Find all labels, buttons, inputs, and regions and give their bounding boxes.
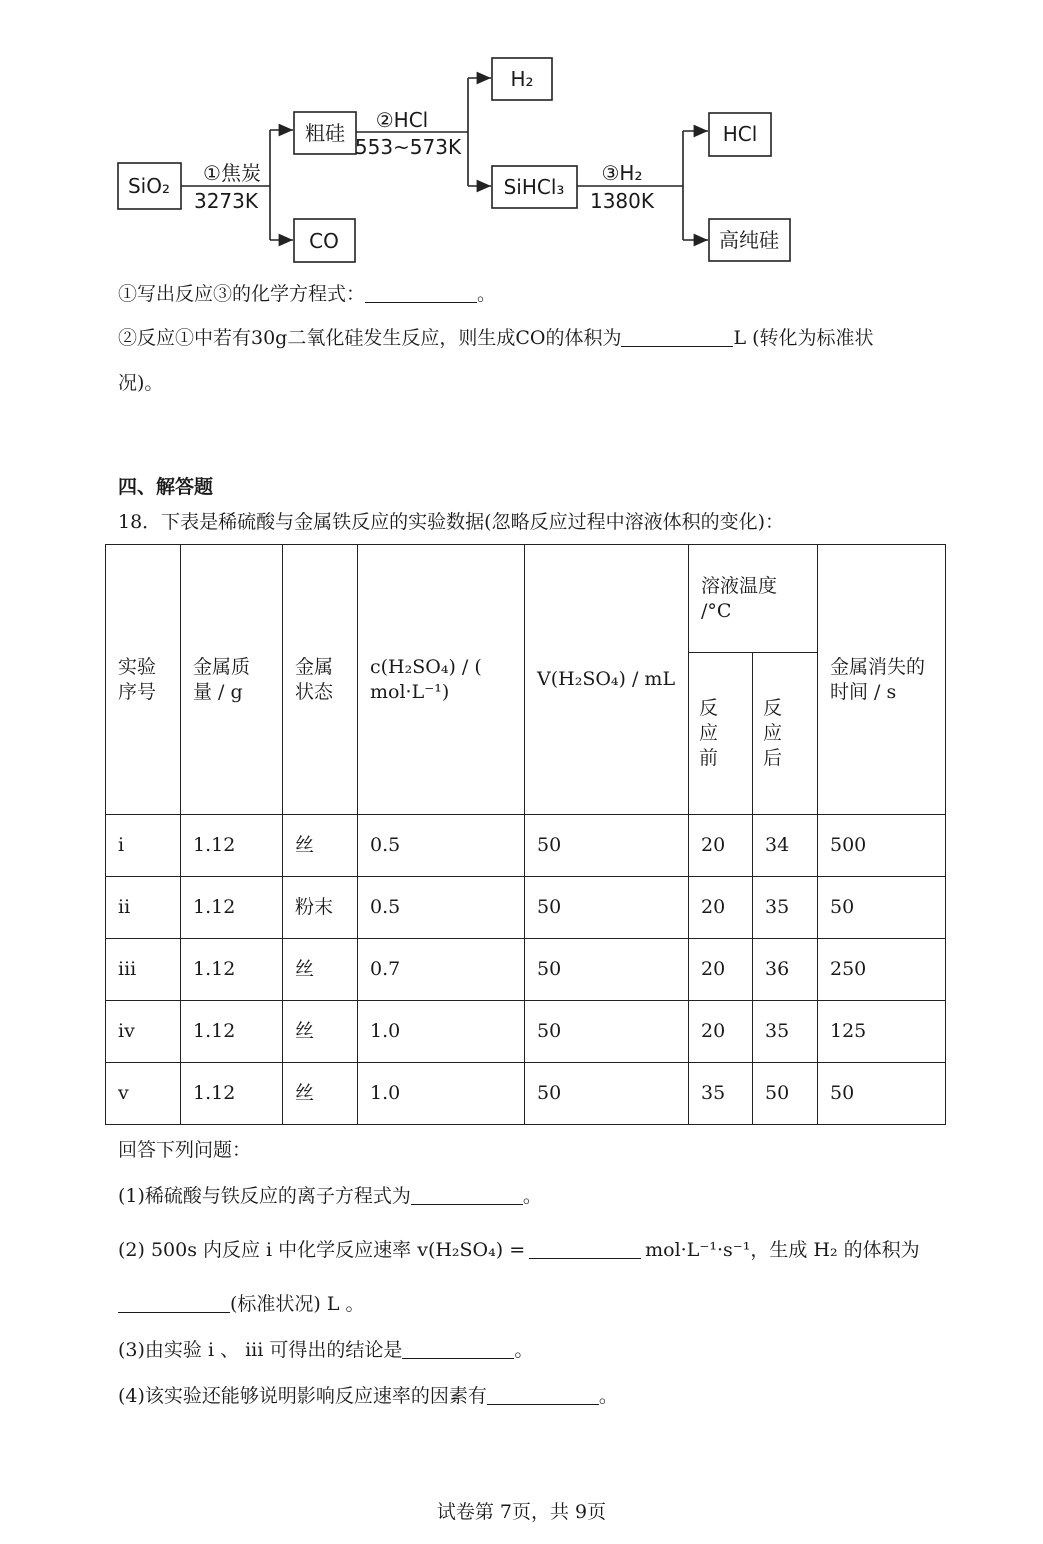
cell-state: 丝 [283,815,358,877]
header-concentration [358,545,525,815]
cell-no: v [106,1063,181,1125]
answer-blank-3[interactable] [402,1340,514,1359]
h2-label: H₂ [510,67,534,91]
cell-vol: 50 [525,1063,689,1125]
sub-question-2-tail: L (转化为标准状 [733,327,874,349]
header-mass [181,545,283,815]
header-exp-no [106,545,181,815]
cell-mass: 1.12 [181,1063,283,1125]
answer-4 [118,1384,618,1409]
cell-conc: 1.0 [358,1063,525,1125]
cell-t-after: 35 [753,877,818,939]
table-row [106,1001,946,1063]
header-time-line1: 金属消失的 [830,655,926,678]
cell-t-before: 20 [689,815,753,877]
step2-temp: 553~573K [354,135,462,159]
cell-t-before: 20 [689,1001,753,1063]
cell-t-after: 36 [753,939,818,1001]
co-label: CO [309,229,339,253]
step3-label: ③H₂ [601,161,643,185]
cell-no: ii [106,877,181,939]
cell-t-before: 20 [689,877,753,939]
sub-question-1 [118,282,496,307]
header-before-char1: 反 [699,697,719,720]
sub-question-2 [118,326,874,351]
cell-state: 粉末 [283,877,358,939]
cell-mass: 1.12 [181,815,283,877]
answer-4-text: (4)该实验还能够说明影响反应速率的因素有 [118,1385,487,1407]
section-title: 四、解答题 [118,476,214,498]
cell-time: 50 [818,877,946,939]
header-state-line1: 金属 [295,655,334,678]
header-exp-no-line1: 实验 [118,655,157,678]
cell-mass: 1.12 [181,877,283,939]
answer-2-unit: mol·L⁻¹·s⁻¹，生成 H₂ 的体积为 [645,1239,920,1261]
cell-mass: 1.12 [181,1001,283,1063]
answer-2-text: (2) 500s 内反应 i 中化学反应速率 v(H₂SO₄) = [118,1239,526,1261]
cell-t-before: 35 [689,1063,753,1125]
table-row [106,1063,946,1125]
header-state-line2: 状态 [295,680,334,703]
header-after-char2: 应 [763,722,783,745]
header-mass-line2: 量 / g [193,680,243,703]
cell-state: 丝 [283,939,358,1001]
table-row [106,877,946,939]
answer-1 [118,1184,542,1209]
cell-conc: 0.5 [358,877,525,939]
answer-2-line2-text: (标准状况) L 。 [230,1293,365,1315]
header-conc-line1: c(H₂SO₄) / ( [370,655,482,678]
header-exp-no-line2: 序号 [118,680,157,703]
header-temp-before [689,653,753,815]
cell-t-after: 35 [753,1001,818,1063]
answer-blank-1[interactable] [411,1186,523,1205]
header-after-char3: 后 [763,746,783,769]
answer-2 [118,1238,920,1263]
answer-blank-4[interactable] [487,1386,599,1405]
step1-label: ①焦炭 [203,161,261,185]
cell-conc: 0.5 [358,815,525,877]
step2-label: ②HCl [375,108,429,132]
cell-time: 50 [818,1063,946,1125]
cell-vol: 50 [525,939,689,1001]
cell-vol: 50 [525,1001,689,1063]
cell-vol: 50 [525,877,689,939]
step3-temp: 1380K [589,189,655,213]
answer-4-end: 。 [598,1385,618,1407]
cell-t-after: 50 [753,1063,818,1125]
answer-blank-q1[interactable] [365,284,477,303]
cell-no: iv [106,1001,181,1063]
cell-t-before: 20 [689,939,753,1001]
table-row [106,939,946,1001]
cell-mass: 1.12 [181,939,283,1001]
cell-state: 丝 [283,1001,358,1063]
header-mass-line1: 金属质 [193,655,251,678]
sub-question-2-line2: 况)。 [118,372,164,394]
pure-si-label: 高纯硅 [719,228,779,252]
answer-1-text: (1)稀硫酸与铁反应的离子方程式为 [118,1185,411,1207]
answers-intro: 回答下列问题： [118,1139,252,1161]
header-temp-line2: /°C [701,599,732,622]
page-footer: 试卷第 7页，共 9页 [436,1501,607,1523]
question-18-intro: 18．下表是稀硫酸与金属铁反应的实验数据(忽略反应过程中溶液体积的变化)： [118,511,785,533]
crude-si-label: 粗硅 [305,121,345,145]
cell-conc: 1.0 [358,1001,525,1063]
hcl-label: HCl [722,122,758,146]
answer-3 [118,1338,533,1363]
header-time-line2: 时间 / s [830,680,897,703]
header-time [818,545,946,815]
header-temp-after [753,653,818,815]
header-temperature [689,545,818,653]
answer-1-end: 。 [522,1185,542,1207]
experiment-table [105,544,946,1125]
table-row [106,815,946,877]
header-after-char1: 反 [763,697,783,720]
cell-time: 250 [818,939,946,1001]
answer-2-line2 [118,1292,365,1317]
header-before-char2: 应 [699,722,719,745]
cell-t-after: 34 [753,815,818,877]
sub-question-1-end: 。 [477,283,497,305]
answer-3-end: 。 [514,1339,534,1361]
sub-question-2-text: ②反应①中若有30g二氧化硅发生反应，则生成CO的体积为 [118,327,622,349]
cell-no: iii [106,939,181,1001]
sihcl3-label: SiHCl₃ [503,175,565,199]
step1-temp: 3273K [193,189,259,213]
answer-blank-2a[interactable] [529,1240,641,1259]
cell-time: 500 [818,815,946,877]
answer-blank-q2[interactable] [621,328,733,347]
cell-no: i [106,815,181,877]
answer-3-text: (3)由实验 i 、 iii 可得出的结论是 [118,1339,403,1361]
reaction-flowchart [0,0,1043,270]
cell-conc: 0.7 [358,939,525,1001]
cell-state: 丝 [283,1063,358,1125]
sub-question-1-text: ①写出反应③的化学方程式： [118,283,366,305]
header-volume: V(H₂SO₄) / mL [525,545,689,815]
answer-blank-2b[interactable] [118,1294,230,1313]
sio2-label: SiO₂ [127,174,171,198]
header-temp-line1: 溶液温度 [701,574,778,597]
header-before-char3: 前 [699,746,719,769]
cell-time: 125 [818,1001,946,1063]
header-state [283,545,358,815]
header-conc-line2: mol·L⁻¹) [370,680,450,703]
cell-vol: 50 [525,815,689,877]
